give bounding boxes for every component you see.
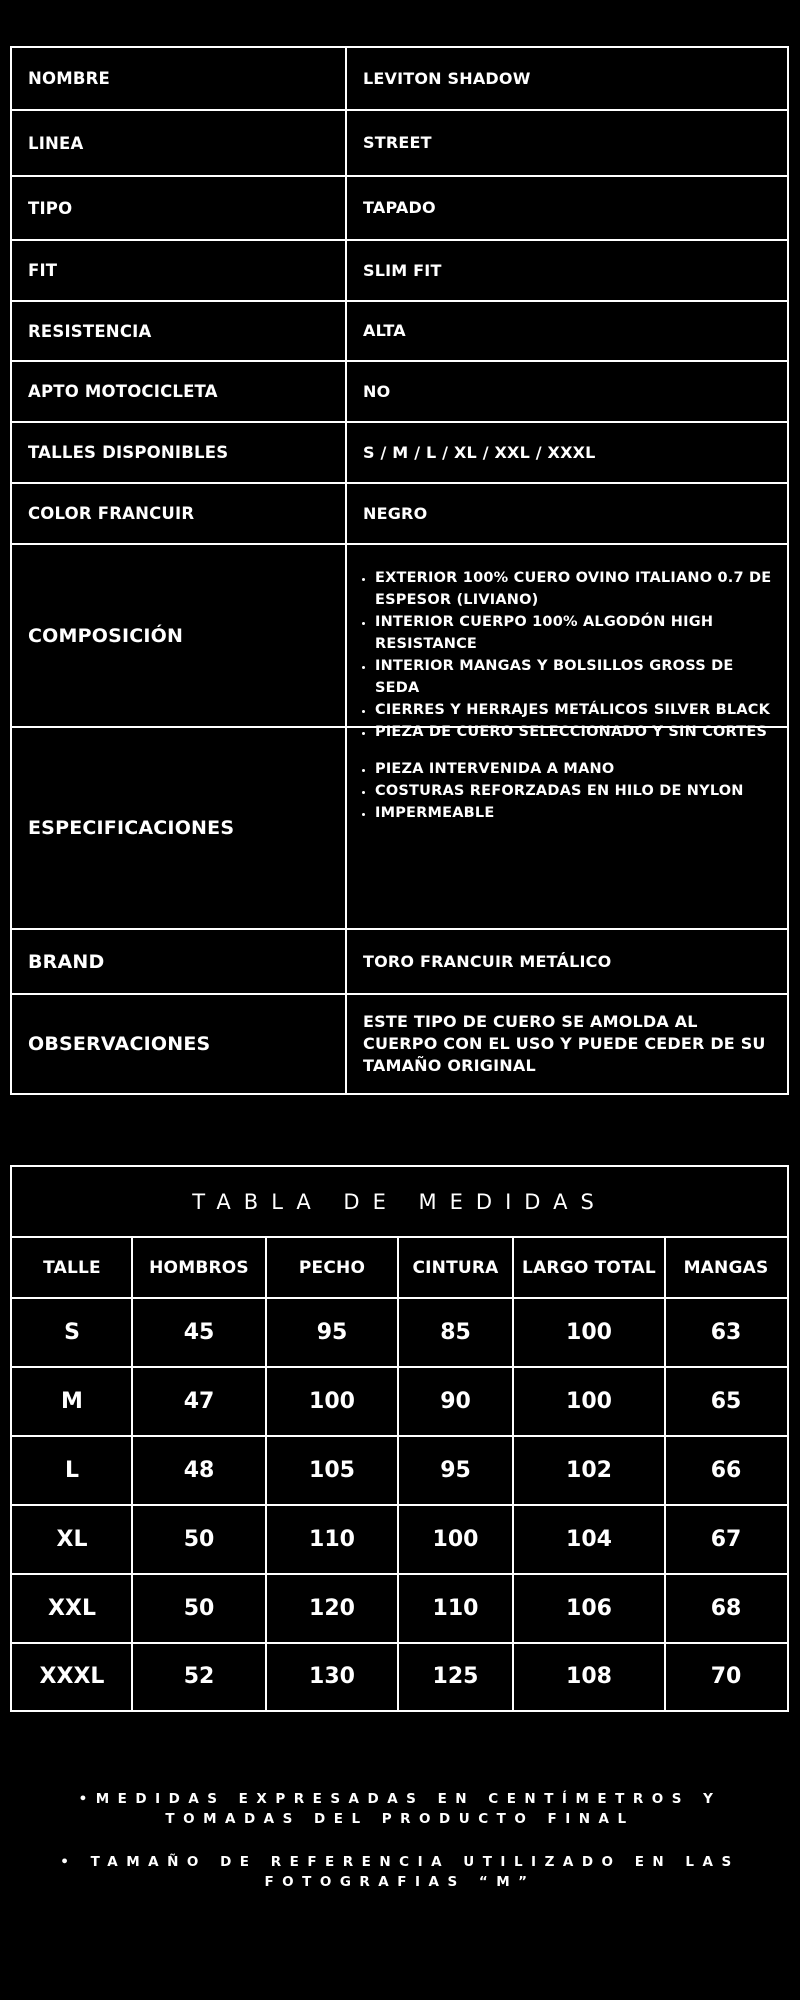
measurement-cell: 90 <box>440 1389 471 1414</box>
spec-value: LEVITON SHADOW <box>363 68 531 88</box>
spec-row-linea <box>12 109 787 175</box>
spec-row-color <box>12 482 787 543</box>
measurement-cell: 100 <box>309 1389 355 1414</box>
spec-label: TIPO <box>28 198 73 218</box>
measurement-cell: 105 <box>309 1458 355 1483</box>
list-item: • CIERRES Y HERRAJES METÁLICOS SILVER BLACK <box>375 699 775 721</box>
size-label-cell: XL <box>56 1527 88 1552</box>
spec-row-observaciones <box>12 993 787 1093</box>
spec-value: ESTE TIPO DE CUERO SE AMOLDA AL CUERPO CON EL USO Y PUEDE CEDER DE SU TAMAÑO ORIGINAL <box>363 1012 766 1075</box>
note-measurements: •MEDIDAS EXPRESADAS EN CENTÍMETROS Y TOMADAS DEL PRODUCTO FINAL <box>78 1791 722 1827</box>
list-item: • COSTURAS REFORZADAS EN HILO DE NYLON <box>375 780 744 802</box>
size-label-cell: L <box>64 1458 80 1483</box>
measurement-cell: 70 <box>710 1664 742 1689</box>
spec-row-brand <box>12 928 787 993</box>
spec-label: NOMBRE <box>28 69 111 88</box>
list-item: • PIEZA DE CUERO SELECCIONADO Y SIN CORTES <box>375 721 775 743</box>
spec-label: BRAND <box>28 950 105 973</box>
product-spec-table <box>10 46 789 1095</box>
measurement-cell: 108 <box>566 1664 612 1689</box>
spec-label: OBSERVACIONES <box>28 1033 211 1055</box>
column-header: HOMBROS <box>149 1257 249 1278</box>
column-header: CINTURA <box>412 1257 499 1278</box>
spec-label: RESISTENCIA <box>28 321 152 341</box>
measurement-cell: 47 <box>183 1389 215 1414</box>
spec-row-nombre <box>12 48 787 109</box>
list-item: • EXTERIOR 100% CUERO OVINO ITALIANO 0.7 DE ESPESOR (LIVIANO) <box>375 567 775 611</box>
spec-row-composicion <box>12 543 787 740</box>
spec-value: ALTA <box>363 321 406 340</box>
measurement-cell: 66 <box>710 1458 742 1483</box>
column-header: MANGAS <box>683 1257 769 1278</box>
spec-label: FIT <box>28 261 58 280</box>
measurement-cell: 68 <box>710 1596 742 1621</box>
spec-value: NEGRO <box>363 503 428 523</box>
spec-value: S / M / L / XL / XXL / XXXL <box>363 442 596 462</box>
measurement-cell: 125 <box>432 1664 479 1689</box>
spec-row-fit <box>12 239 787 300</box>
spec-value: TORO FRANCUIR METÁLICO <box>363 951 612 971</box>
measurement-cell: 100 <box>566 1320 612 1345</box>
measurement-cell: 85 <box>440 1320 471 1345</box>
spec-value: SLIM FIT <box>363 260 442 280</box>
measurement-cell: 100 <box>432 1527 479 1552</box>
measurement-cell: 63 <box>710 1320 742 1345</box>
list-item: • INTERIOR CUERPO 100% ALGODÓN HIGH RESISTANCE <box>375 611 775 655</box>
measurement-cell: 110 <box>309 1527 355 1552</box>
spec-label: TALLES DISPONIBLES <box>28 443 229 462</box>
spec-row-tipo <box>12 175 787 239</box>
spec-value-list <box>363 728 775 928</box>
spec-label: COLOR FRANCUIR <box>28 504 195 523</box>
measurement-cell: 120 <box>309 1596 355 1621</box>
size-label-cell: M <box>61 1389 83 1414</box>
table-title: TABLA DE MEDIDAS <box>192 1190 607 1214</box>
spec-row-resistencia <box>12 300 787 360</box>
spec-label: ESPECIFICACIONES <box>28 817 235 839</box>
column-header: LARGO TOTAL <box>522 1257 656 1278</box>
list-item: • INTERIOR MANGAS Y BOLSILLOS GROSS DE SEDA <box>375 655 775 699</box>
spec-label: COMPOSICIÓN <box>28 624 184 647</box>
spec-row-talles <box>12 421 787 482</box>
measurement-cell: 106 <box>566 1596 612 1621</box>
spec-row-apto-motocicleta <box>12 360 787 421</box>
size-label-cell: XXL <box>48 1596 96 1621</box>
composition-list <box>363 567 775 743</box>
column-header: TALLE <box>43 1257 101 1278</box>
spec-row-especificaciones <box>12 726 787 928</box>
list-item: • IMPERMEABLE <box>375 802 744 824</box>
size-label-cell: S <box>64 1320 80 1345</box>
measurement-cell: 65 <box>710 1389 742 1414</box>
measurement-cell: 95 <box>316 1320 348 1345</box>
specifications-list <box>363 758 744 824</box>
size-measurement-table <box>10 1165 789 1712</box>
measurement-cell: 102 <box>566 1458 612 1483</box>
size-label-cell: XXXL <box>39 1664 105 1689</box>
column-header: PECHO <box>298 1257 366 1278</box>
note-reference-size: • TAMAÑO DE REFERENCIA UTILIZADO EN LAS FOTOGRAFIAS “M” <box>60 1854 740 1890</box>
spec-value-list <box>363 545 775 740</box>
spec-value: STREET <box>363 133 432 152</box>
measurement-cell: 52 <box>183 1664 215 1689</box>
measurement-cell: 50 <box>183 1527 215 1552</box>
measurement-cell: 104 <box>566 1527 612 1552</box>
spec-label: LINEA <box>28 133 84 153</box>
measurement-cell: 110 <box>432 1596 479 1621</box>
spec-label: APTO MOTOCICLETA <box>28 382 218 401</box>
measurement-cell: 67 <box>710 1527 742 1552</box>
spec-value: NO <box>363 381 391 401</box>
measurement-cell: 50 <box>183 1596 215 1621</box>
measurement-cell: 95 <box>440 1458 471 1483</box>
measurement-cell: 45 <box>183 1320 215 1345</box>
measurement-cell: 130 <box>309 1664 355 1689</box>
measurement-cell: 100 <box>566 1389 612 1414</box>
measurement-cell: 48 <box>183 1458 215 1483</box>
spec-value: TAPADO <box>363 198 436 217</box>
list-item: • PIEZA INTERVENIDA A MANO <box>375 758 744 780</box>
